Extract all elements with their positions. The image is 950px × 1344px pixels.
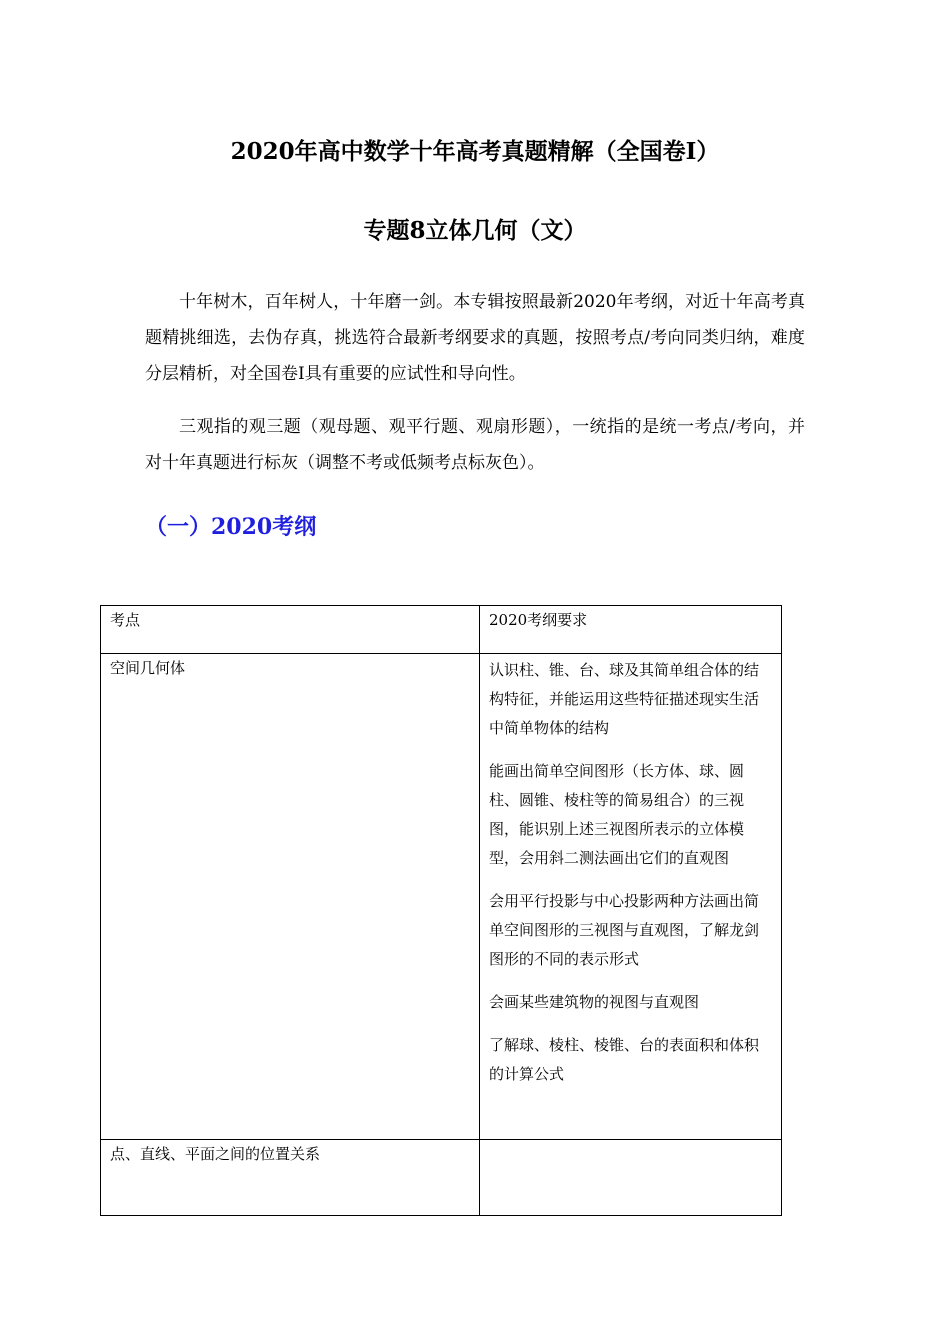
topic-cell	[101, 1140, 480, 1216]
requirements-cell	[480, 654, 782, 1140]
document-title: 2020年高中数学十年高考真题精解（全国卷I）	[230, 138, 720, 165]
topic-label: 空间几何体	[110, 659, 186, 677]
table-row	[101, 654, 782, 1140]
requirements-cell	[480, 1140, 782, 1216]
table-header-row	[101, 606, 782, 654]
header-topic	[101, 606, 480, 654]
requirement-item: 会画某些建筑物的视图与直观图	[489, 993, 700, 1011]
method-paragraph: 三观指的观三题（观母题、观平行题、观扇形题），一统指的是统一考点/考向，并对十年真题进行标灰（调整不考或低频考点标灰色）。	[145, 417, 805, 473]
topic-cell	[101, 654, 480, 1140]
section-heading: （一）2020考纲	[145, 514, 317, 540]
requirement-item: 认识柱、锥、台、球及其简单组合体的结构特征，并能运用这些特征描述现实生活中简单物体的结构	[489, 661, 760, 737]
requirement-item: 了解球、棱柱、棱锥、台的表面积和体积的计算公式	[489, 1036, 760, 1083]
requirement-item: 能画出简单空间图形（长方体、球、圆柱、圆锥、棱柱等的简易组合）的三视图，能识别上述三视图所表示的立体模型，会用斜二测法画出它们的直观图	[489, 762, 745, 867]
intro-paragraph: 十年树木，百年树人，十年磨一剑。本专辑按照最新2020年考纲，对近十年高考真题精挑细选，去伪存真，挑选符合最新考纲要求的真题，按照考点/考向同类归纳，难度分层精析，对全国卷Ⅰ具有重要的应试性和导向性。	[145, 292, 805, 384]
document-subtitle: 专题8立体几何（文）	[363, 217, 587, 244]
requirement-item: 会用平行投影与中心投影两种方法画出简单空间图形的三视图与直观图，了解龙剑图形的不同的表示形式	[489, 892, 760, 968]
table-row	[101, 1140, 782, 1216]
syllabus-table	[100, 605, 782, 1216]
requirements-list	[489, 656, 772, 1089]
header-requirements	[480, 606, 782, 654]
topic-label: 点、直线、平面之间的位置关系	[110, 1145, 321, 1163]
header-topic-label: 考点	[110, 611, 141, 629]
header-requirements-label: 2020考纲要求	[489, 611, 588, 629]
